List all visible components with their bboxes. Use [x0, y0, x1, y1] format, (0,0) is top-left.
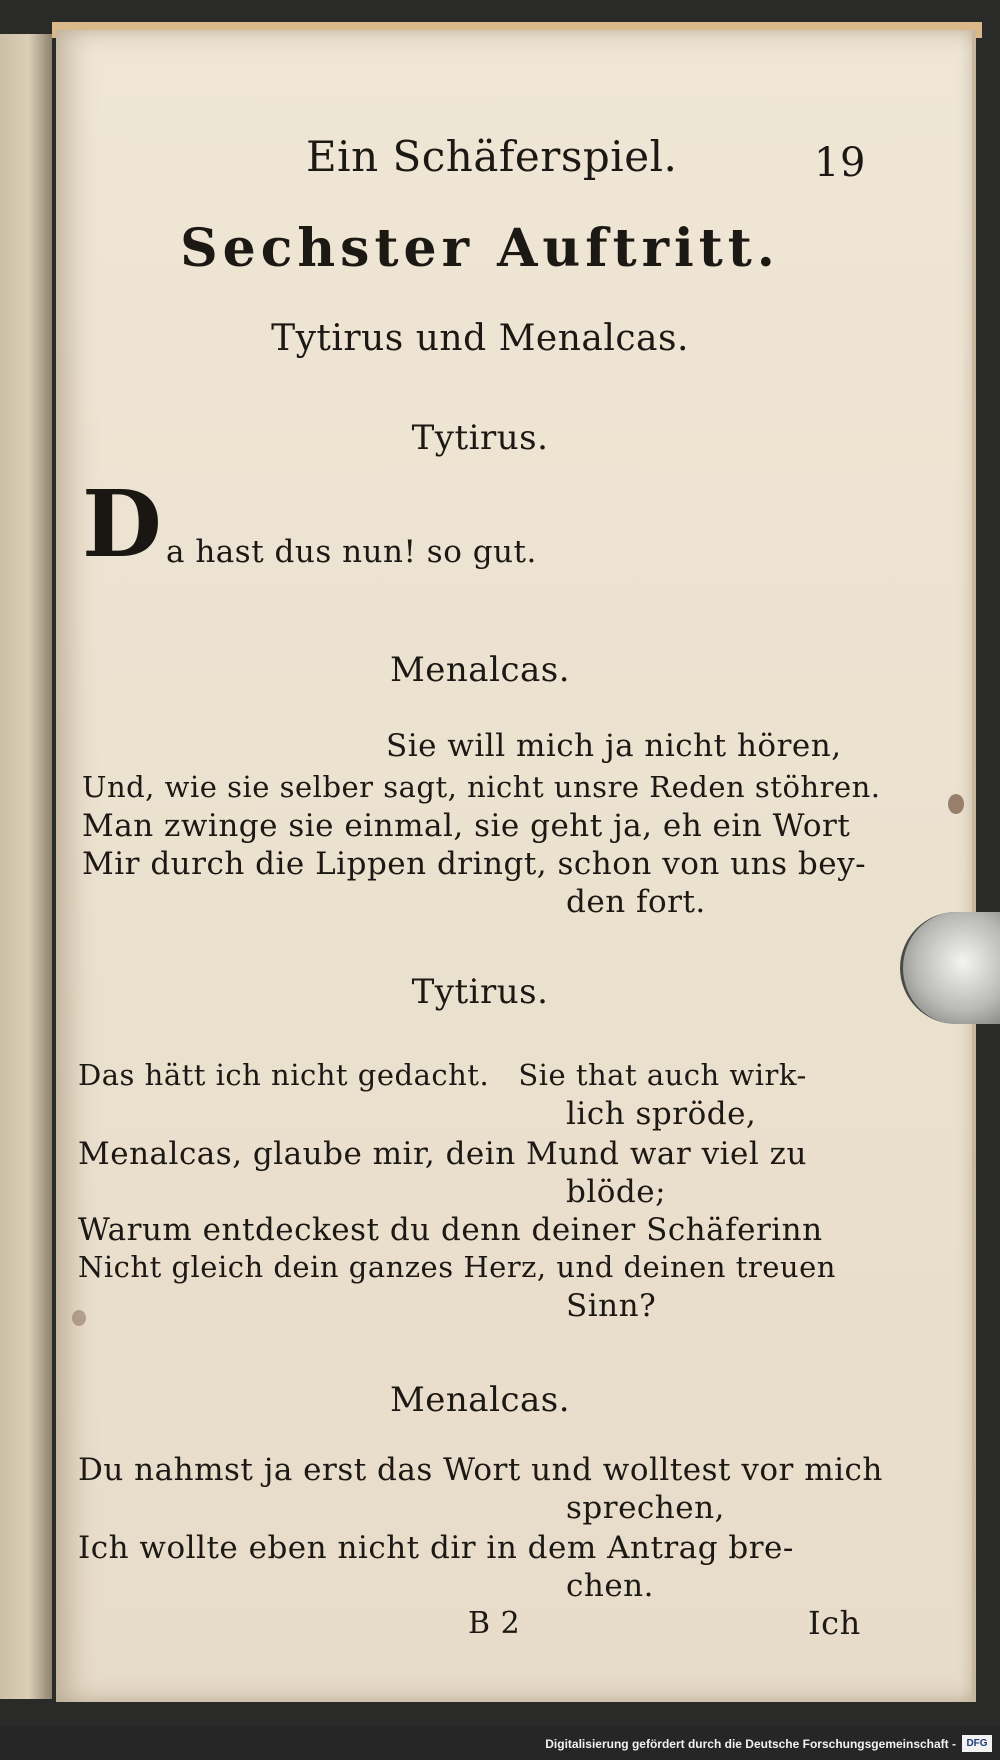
- verse-line: Und, wie sie selber sagt, nicht unsre Reden stöhren.: [82, 770, 881, 804]
- drop-cap: D: [82, 470, 162, 578]
- catchword: Ich: [808, 1604, 861, 1642]
- verse-line: lich spröde,: [566, 1096, 757, 1132]
- funding-credit: Digitalisierung gefördert durch die Deutsche Forschungsgemeinschaft -: [545, 1737, 956, 1751]
- foxing-stain: [948, 794, 964, 814]
- dfg-logo: DFG: [962, 1735, 992, 1752]
- characters-line: Tytirus und Menalcas.: [271, 318, 689, 359]
- running-head: Ein Schäferspiel.: [306, 132, 678, 181]
- speaker-name: Menalcas.: [389, 650, 571, 690]
- verse-line: Du nahmst ja erst das Wort und wolltest vor mich: [78, 1452, 883, 1488]
- speaker-name: Menalcas.: [389, 1380, 571, 1420]
- verse-line: den fort.: [566, 884, 706, 920]
- verse-line: Menalcas, glaube mir, dein Mund war viel zu: [78, 1136, 807, 1172]
- page-clip: [900, 912, 1000, 1024]
- page-number: 19: [814, 140, 866, 186]
- footer-bar: [0, 1726, 1000, 1760]
- speaker-name: Tytirus.: [411, 418, 549, 458]
- verse-line: Das hätt ich nicht gedacht. Sie that auch wirk-: [78, 1058, 807, 1092]
- verse-line: sprechen,: [566, 1490, 725, 1526]
- facing-page-edge: [0, 34, 52, 1699]
- verse-line: Nicht gleich dein ganzes Herz, und deinen treuen: [78, 1250, 836, 1284]
- speaker-name: Tytirus.: [411, 972, 549, 1012]
- verse-line: a hast dus nun! so gut.: [166, 534, 537, 570]
- verse-line: Warum entdeckest du denn deiner Schäferinn: [78, 1212, 823, 1248]
- foxing-stain: [72, 1310, 86, 1326]
- verse-line: Ich wollte eben nicht dir in dem Antrag bre-: [78, 1530, 794, 1566]
- verse-line: Sinn?: [566, 1288, 657, 1324]
- verse-line: blöde;: [566, 1174, 667, 1210]
- verse-line: Mir durch die Lippen dringt, schon von uns bey-: [82, 846, 867, 882]
- verse-line: chen.: [566, 1568, 654, 1604]
- verse-line: Man zwinge sie einmal, sie geht ja, eh ein Wort: [82, 808, 851, 844]
- verse-line: Sie will mich ja nicht hören,: [386, 728, 842, 764]
- signature-mark: B 2: [468, 1606, 521, 1641]
- scene-title: Sechster Auftritt.: [180, 218, 780, 279]
